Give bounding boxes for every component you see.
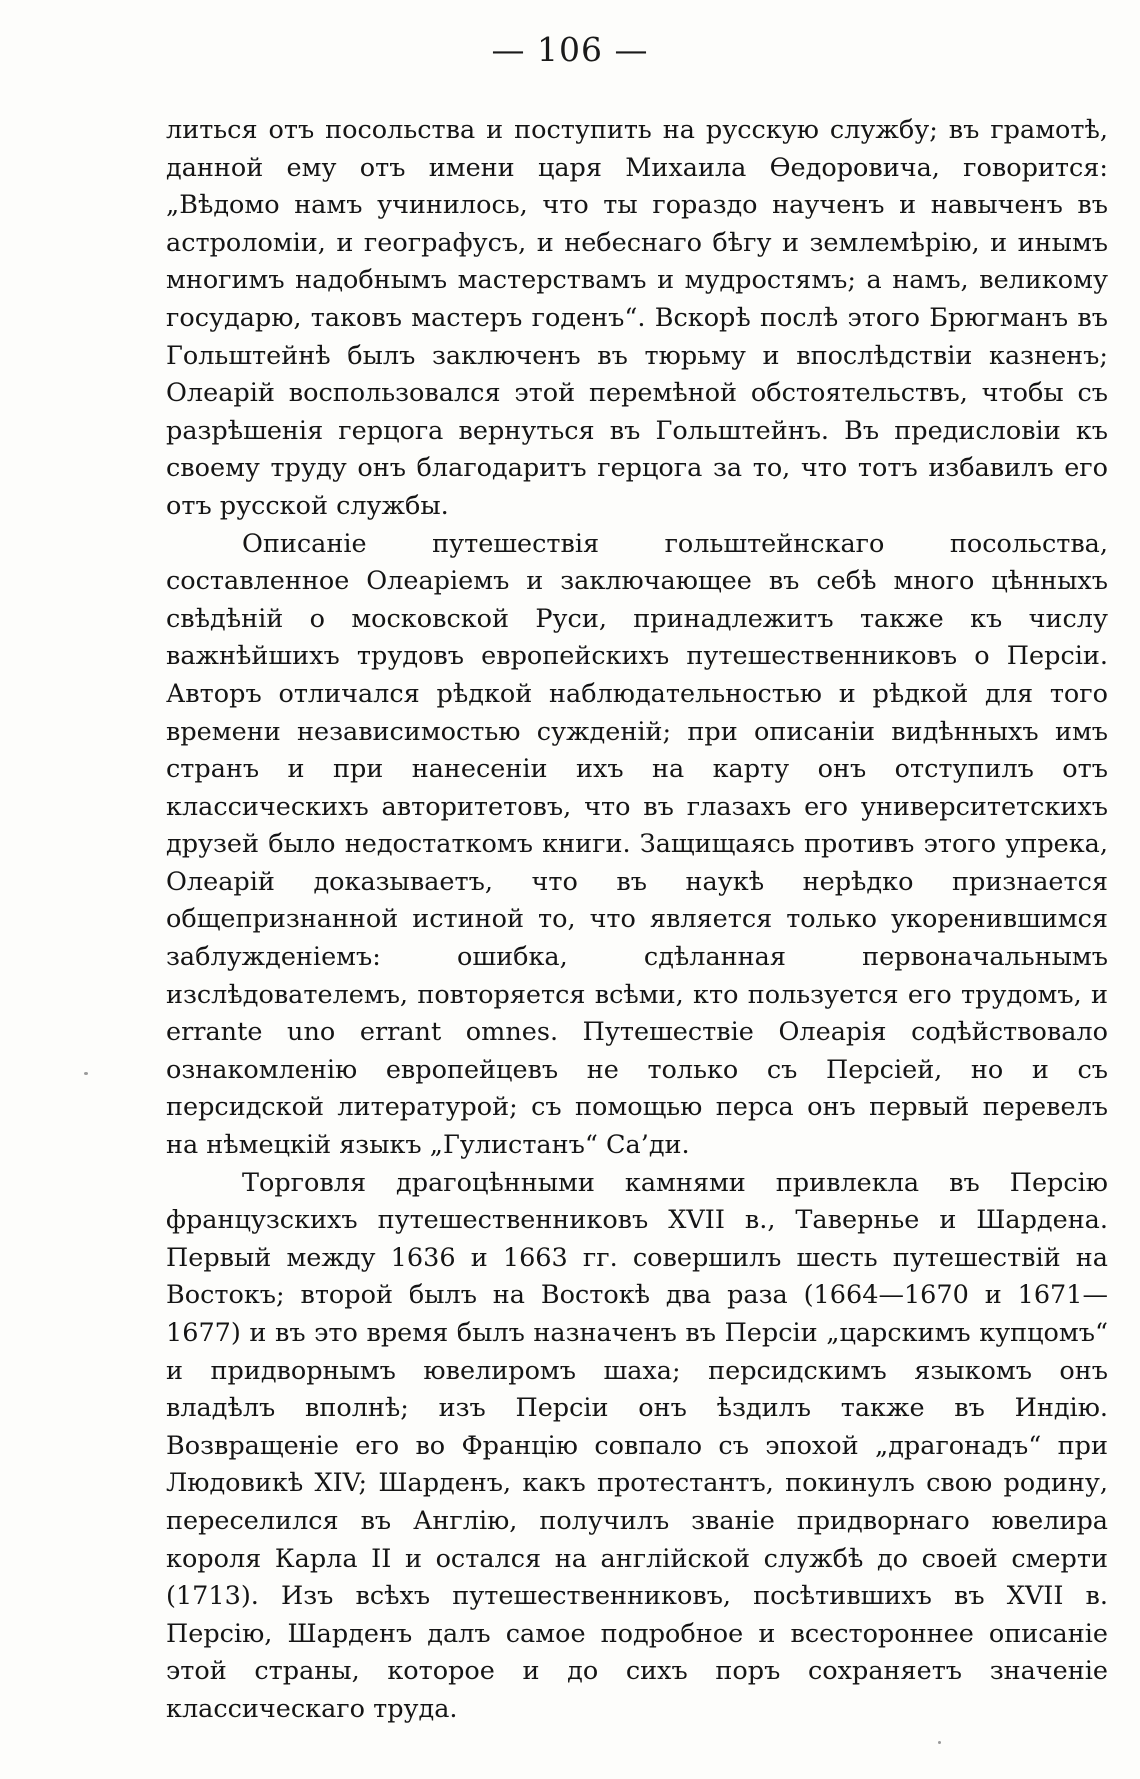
paragraph-1: литься отъ посольства и поступить на русскую службу; въ грамотѣ, данной ему отъ имени царя Михаила Ѳедоровича, говорится: „Вѣдомо намъ учинилось, что ты гораздо наученъ и навыченъ въ астроломіи, и географусъ, и небеснаго бѣгу и землемѣрію, и инымъ многимъ надобнымъ мастерствамъ и мудростямъ; а намъ, великому государю, таковъ мастеръ годенъ“. Вскорѣ послѣ этого Брюгманъ въ Гольштейнѣ былъ заключенъ въ тюрьму и впослѣдствіи казненъ; Олеарій воспользовался этой перемѣной обстоятельствъ, чтобы съ разрѣшенія герцога вернуться въ Гольштейнъ. Въ предисловіи къ своему труду онъ благодаритъ герцога за то, что тотъ избавилъ его отъ русской службы. bbox=[166, 115, 1108, 521]
scan-speck bbox=[84, 1072, 88, 1075]
page-number: — 106 — bbox=[491, 30, 649, 69]
scan-speck bbox=[938, 1741, 941, 1744]
paragraph-3: Торговля драгоцѣнными камнями привлекла въ Персію французскихъ путешественниковъ XVII в., Тавернье и Шардена. Первый между 1636 и 1663 гг. совершилъ шесть путешествій на Востокъ; второй былъ на Востокѣ два раза (1664—1670 и 1671—1677) и въ это время былъ назначенъ въ Персіи „царскимъ купцомъ“ и придворнымъ ювелиромъ шаха; персидскимъ языкомъ онъ владѣлъ вполнѣ; изъ Персіи онъ ѣздилъ также въ Индію. Возвращеніе его во Францію совпало съ эпохой „драгонадъ“ при Людовикѣ XIV; Шарденъ, какъ протестантъ, покинулъ свою родину, переселился въ Англію, получилъ званіе придворнаго ювелира короля Карла II и остался на англійской службѣ до своей смерти (1713). Изъ всѣхъ путешественниковъ, посѣтившихъ въ XVII в. Персію, Шарденъ далъ самое подробное и всестороннее описаніе этой страны, которое и до сихъ поръ сохраняетъ значеніе классическаго труда. bbox=[166, 1167, 1108, 1724]
paragraph-2: Описаніе путешествія гольштейнскаго посольства, составленное Олеаріемъ и заключающее въ себѣ много цѣнныхъ свѣдѣній о московской Руси, принадлежитъ также къ числу важнѣйшихъ трудовъ европейскихъ путешественниковъ о Персіи. Авторъ отличался рѣдкой наблюдательностью и рѣдкой для того времени независимостью сужденій; при описаніи видѣнныхъ имъ странъ и при нанесеніи ихъ на карту онъ отступилъ отъ классическихъ авторитетовъ, что въ глазахъ его университетскихъ друзей было недостаткомъ книги. Защищаясь противъ этого упрека, Олеарій доказываетъ, что въ наукѣ нерѣдко признается общепризнанной истиной то, что является только укоренившимся заблужденіемъ: ошибка, сдѣланная первоначальнымъ изслѣдователемъ, повторяется всѣми, кто пользуется его трудомъ, и errante uno errant omnes. Путешествіе Олеарія содѣйствовало ознакомленію европейцевъ не только съ Персіей, но и съ персидской литературой; съ помощью перса онъ первый перевелъ на нѣмецкій языкъ „Гулистанъ“ Са’ди. bbox=[166, 528, 1108, 1161]
body-text bbox=[166, 112, 1108, 1729]
